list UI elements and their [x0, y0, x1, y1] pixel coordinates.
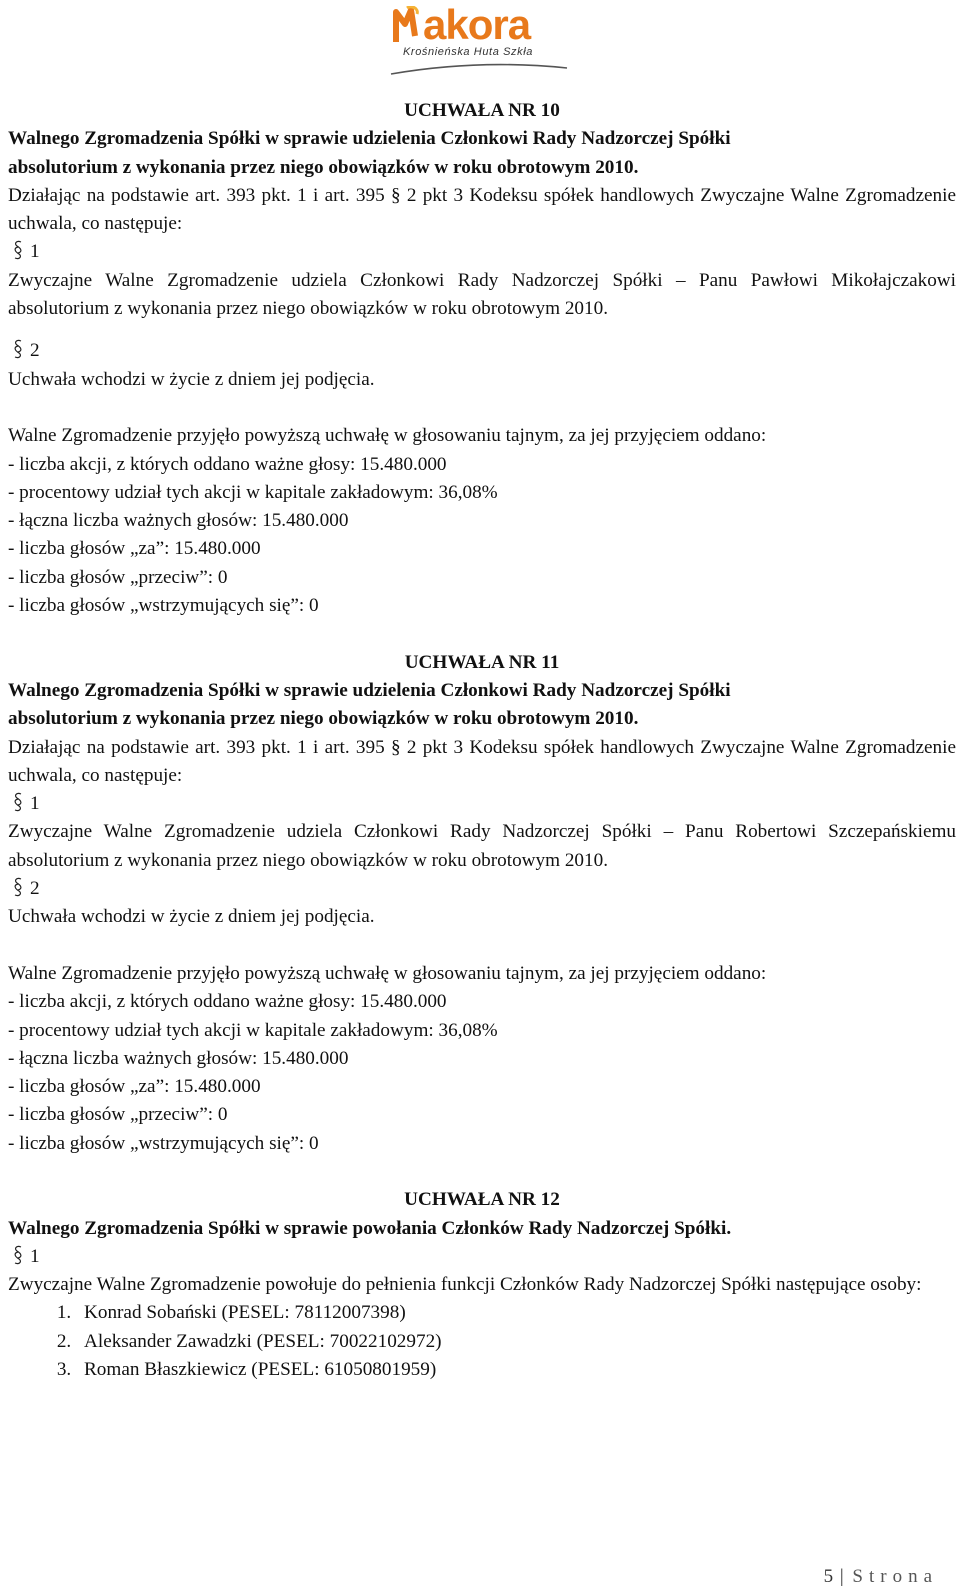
logo-swoosh-icon — [389, 60, 569, 76]
section-text: Zwyczajne Walne Zgromadzenie udziela Członkowi Rady Nadzorczej Spółki – Panu Robertowi Szczepańskiemu absolutorium z wykonania przez niego obowiązków w roku obrotowym 2010. — [8, 821, 956, 871]
vote-line: - łączna liczba ważnych głosów: 15.480.000 — [8, 1047, 349, 1069]
resolution-title: UCHWAŁA NR 11 — [404, 651, 560, 673]
spacer — [8, 1158, 956, 1186]
vote-line: - liczba głosów „przeciw”: 0 — [8, 1104, 228, 1126]
resolution-title: UCHWAŁA NR 10 — [404, 100, 560, 121]
appointees-list — [8, 1299, 956, 1384]
vote-line: - liczba głosów „za”: 15.480.000 — [8, 538, 261, 560]
document-body — [8, 97, 956, 1384]
vote-line: - procentowy udział tych akcji w kapitale zakładowym: 36,08% — [8, 481, 498, 503]
logo-tagline: Krośnieńska Huta Szkła — [403, 46, 533, 58]
section-text: Zwyczajne Walne Zgromadzenie udziela Członkowi Rady Nadzorczej Spółki – Panu Pawłowi Mikołajczakowi absolutorium z wykonania przez niego obowiązków w roku obrotowym 2010. — [8, 269, 956, 320]
spacer — [8, 394, 956, 422]
section-number: 2 — [30, 878, 40, 900]
vote-line: - liczba akcji, z których oddano ważne głosy: 15.480.000 — [8, 991, 447, 1013]
resolution-subject-line: absolutorium z wykonania przez niego obowiązków w roku obrotowym 2010. — [8, 156, 639, 178]
footer-separator: | — [839, 1566, 846, 1587]
vote-line: - liczba głosów „wstrzymujących się”: 0 — [8, 1132, 319, 1154]
section-number: 1 — [30, 241, 40, 263]
vote-line: - liczba głosów „za”: 15.480.000 — [8, 1076, 261, 1098]
list-item: 1. Konrad Sobański (PESEL: 78112007398) — [76, 1299, 956, 1327]
legal-basis: Działając na podstawie art. 393 pkt. 1 i art. 395 § 2 pkt 3 Kodeksu spółek handlowych Zwyczajne Walne Zgromadzenie uchwala, co następuje: — [8, 736, 956, 786]
vote-line: - liczba akcji, z których oddano ważne głosy: 15.480.000 — [8, 453, 447, 475]
resolution-subject-line: absolutorium z wykonania przez niego obowiązków w roku obrotowym 2010. — [8, 708, 639, 730]
resolution-title: UCHWAŁA NR 12 — [404, 1189, 560, 1211]
page-number: 5 — [823, 1566, 834, 1587]
section-text: Uchwała wchodzi w życie z dniem jej podjęcia. — [8, 906, 375, 928]
page-footer — [824, 1566, 938, 1588]
section-sign-icon — [12, 792, 24, 812]
spacer — [8, 620, 956, 648]
section-sign-icon — [12, 339, 24, 359]
spacer — [8, 323, 956, 337]
vote-intro: Walne Zgromadzenie przyjęło powyższą uchwałę w głosowaniu tajnym, za jej przyjęciem oddano: — [8, 425, 767, 447]
section-number: 2 — [30, 340, 40, 362]
vote-line: - łączna liczba ważnych głosów: 15.480.000 — [8, 510, 349, 532]
resolution-subject-line: Walnego Zgromadzenia Spółki w sprawie powołania Członków Rady Nadzorczej Spółki. — [8, 1217, 732, 1239]
vote-intro: Walne Zgromadzenie przyjęło powyższą uchwałę w głosowaniu tajnym, za jej przyjęciem oddano: — [8, 962, 767, 984]
spacer — [8, 932, 956, 960]
vote-line: - procentowy udział tych akcji w kapitale zakładowym: 36,08% — [8, 1019, 498, 1041]
vote-line: - liczba głosów „przeciw”: 0 — [8, 566, 228, 588]
page-label: Strona — [852, 1566, 938, 1587]
section-number: 1 — [30, 793, 40, 815]
resolution-11 — [8, 649, 956, 1158]
resolution-subject-line: Walnego Zgromadzenia Spółki w sprawie udzielenia Członkowi Rady Nadzorczej Spółki — [8, 128, 731, 150]
section-heading — [8, 875, 956, 903]
list-item: 3. Roman Błaszkiewicz (PESEL: 61050801959) — [76, 1356, 956, 1384]
resolution-subject-line: Walnego Zgromadzenia Spółki w sprawie udzielenia Członkowi Rady Nadzorczej Spółki — [8, 679, 731, 701]
legal-basis: Działając na podstawie art. 393 pkt. 1 i art. 395 § 2 pkt 3 Kodeksu spółek handlowych Zwyczajne Walne Zgromadzenie uchwala, co następuje: — [8, 184, 956, 235]
logo-text: akora — [423, 1, 531, 48]
section-heading — [8, 790, 956, 818]
section-heading — [8, 337, 956, 365]
section-sign-icon — [12, 877, 24, 897]
section-text: Zwyczajne Walne Zgromadzenie powołuje do pełnienia funkcji Członków Rady Nadzorczej Spółki następujące osoby: — [8, 1274, 922, 1296]
logo-mark-icon — [393, 6, 427, 44]
section-sign-icon — [12, 1245, 24, 1265]
company-logo — [393, 2, 573, 74]
vote-line: - liczba głosów „wstrzymujących się”: 0 — [8, 595, 319, 617]
resolution-10 — [8, 97, 956, 620]
section-text: Uchwała wchodzi w życie z dniem jej podjęcia. — [8, 368, 375, 390]
section-heading — [8, 1243, 956, 1271]
section-heading — [8, 238, 956, 266]
list-item: 2. Aleksander Zawadzki (PESEL: 70022102972) — [76, 1328, 956, 1356]
section-sign-icon — [12, 240, 24, 260]
resolution-12 — [8, 1186, 956, 1384]
section-number: 1 — [30, 1245, 40, 1267]
